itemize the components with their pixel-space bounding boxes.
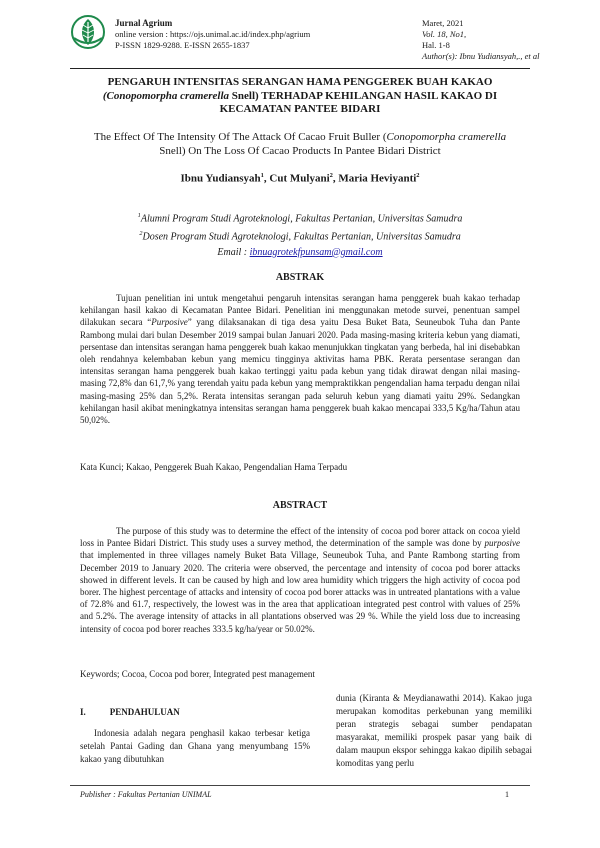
affiliation-2-sup: 2 — [139, 230, 143, 238]
title-id-line3: KECAMATAN PANTEE BIDARI — [219, 103, 381, 115]
header-divider — [70, 68, 530, 69]
abstrak-heading: ABSTRAK — [275, 272, 325, 283]
author-list — [60, 172, 540, 185]
issue-author: Author(s): Ibnu Yudiansyah,., et al — [422, 51, 540, 61]
title-english — [60, 130, 540, 158]
abstract-heading: ABSTRACT — [272, 500, 328, 511]
section-number: I. — [80, 707, 86, 717]
page-number: 1 — [505, 790, 509, 799]
title-indonesian — [60, 76, 540, 117]
abstrak-text-part1: Tujuan penelitian ini untuk mengetahui pengaruh intensitas serangan hama penggerek buah kakao terhadap kehilangan hasil kakao di Kecamatan Pantee Bidari. Penelitian ini menggunakan metode survei, penentuan sampel dilakukan secara “ — [80, 293, 520, 328]
keywords: Keywords; Cocoa, Cocoa pod borer, Integrated pest management — [80, 669, 315, 679]
title-id-line2 — [60, 90, 540, 104]
issue-info — [422, 18, 540, 62]
title-id-species: (Conopomorpha cramerella — [102, 89, 230, 102]
footer-divider — [70, 785, 530, 786]
author-1: Ibnu Yudiansyah — [180, 172, 261, 185]
author-2: , Cut Mulyani — [263, 172, 330, 185]
online-version: online version : https://ojs.unimal.ac.id/index.php/agrium — [115, 29, 311, 39]
body-right-column: dunia (Kiranta & Meydianawathi 2014). Kakao juga merupakan komoditas perkebunan yang memiliki peran strategis sebagai sumber pendapatan masyarakat, memiliki prospek pasar yang baik di dalam maupun ekspor sehingga kakao dipilih sebagai komoditas yang perlu — [336, 693, 532, 768]
author-2-sup: 2 — [329, 172, 333, 179]
abstrak-purposive: Purposive — [151, 317, 188, 328]
journal-info — [115, 18, 310, 51]
abstract-text-part2: that implemented in three villages namely Buket Bata Village, Seuneubok Tuha, and Pante Rambong starting from December 2019 to January 2020. The criteria were observed, the percentage and intensity of cocoa pod borer attacks showed in different levels. It can be caused by high and low area humidity which triggers the high activity of cocoa pod borer. The highest percentage of attacks and intensity of cocoa pod borer attacks was in untreated plantations with a value of 72.8% and 61.7, respectively, the lowest was in the area that applicatioan integrated pest control with values of 25% and 5.2%. The average intensity of attacks in all plantations observed was 29 %. While the yield loss due to increasing intensity of cocoa pod borer reaches 333.5 kg/ha/year or 50.02%. — [80, 550, 520, 634]
section-title: PENDAHULUAN — [109, 707, 180, 717]
issue-date: Maret, 2021 — [422, 18, 464, 28]
email-label: Email : — [217, 246, 250, 258]
author-3-sup: 2 — [416, 172, 420, 179]
abstract-text-part1: The purpose of this study was to determine the effect of the intensity of cocoa pod borer attack on cocoa yield loss in Pantee Bidari District. This study uses a survey method, the determination of the sample was done by — [80, 526, 520, 549]
title-en-part1: The Effect Of The Intensity Of The Attack Of Cacao Fruit Buller ( — [93, 131, 387, 143]
title-en-part2: Snell) On The Loss Of Cacao Products In Pantee Bidari District — [159, 145, 441, 157]
abstrak-text-part2: ” yang dilaksanakan di tiga desa yaitu Desa Buket Bata, Seuneubok Tuha dan Pante Rambong mulai dari bulan Desember 2019 sampai bulan Januari 2020. Pada masing-masing kriteria kebun yang diamati, persentase dan intensitas serangan hama penggerek buah kakao menunjukkan tingkatan yang berbeda, hal ini disebabkan oleh rendahnya kelembaban kebun yang memicu tingginya aktivitas hama PBK. Rerata persentase serangan dan intensitas serangan hama penggerek buah kakao tertinggi yaitu pada kebun yang tidak dirawat dengan nilai masing-masing 72,8% dan 61,7,% yang terendah yaitu pada kebun yang mempraktikkan pengendalian hama terpadu dengan nilai masing-masing 25% dan 5,2%. Rerata intensitas serangan pada seluruh kebun yang diamati yaitu 29%. Sedangkan kehilangan hasil akibat meningkatnya intensitas serangan hama penggerek buah kakao mencapai 333,5 Kg/ha/Tahun atau 50,02%. — [80, 317, 521, 426]
abstract-text — [80, 525, 520, 635]
title-en-species: Conopomorpha cramerella — [386, 131, 507, 143]
title-id-line1: PENGARUH INTENSITAS SERANGAN HAMA PENGGEREK BUAH KAKAO — [107, 76, 493, 88]
footer-publisher: Publisher : Fakultas Pertanian UNIMAL — [80, 790, 212, 799]
title-id-line2-rest: Snell) TERHADAP KEHILANGAN HASIL KAKAO DI — [229, 89, 498, 102]
issue-volume: Vol. 18, No1, — [422, 29, 467, 39]
journal-logo-icon — [70, 14, 106, 50]
kata-kunci: Kata Kunci; Kakao, Penggerek Buah Kakao, Pengendalian Hama Terpadu — [80, 462, 348, 472]
email-line — [60, 245, 540, 260]
body-left-column: Indonesia adalah negara penghasil kakao terbesar ketiga setelah Pantai Gading dan Ghana yang menyumbang 15% kakao yang dibutuhkan — [80, 728, 310, 764]
abstrak-text — [80, 292, 520, 426]
email-link[interactable]: ibnuagrotekfpunsam@gmail.com — [249, 246, 383, 258]
abstract-purposive: purposive — [484, 538, 520, 549]
author-3: , Maria Heviyanti — [332, 172, 417, 185]
affiliation-2 — [60, 226, 540, 244]
issn: P-ISSN 1829-9288. E-ISSN 2655-1837 — [115, 40, 250, 50]
affiliation-1-sup: 1 — [137, 212, 141, 219]
affiliations — [60, 208, 540, 260]
issue-pages: Hal. 1-8 — [422, 40, 450, 50]
author-1-sup: 1 — [260, 172, 264, 179]
journal-name: Jurnal Agrium — [115, 18, 173, 28]
affiliation-2-text: Dosen Program Studi Agroteknologi, Fakultas Pertanian, Universitas Samudra — [142, 231, 461, 243]
affiliation-1 — [60, 208, 540, 226]
affiliation-1-text: Alumni Program Studi Agroteknologi, Fakultas Pertanian, Universitas Samudra — [140, 213, 463, 225]
section-heading — [80, 707, 180, 717]
